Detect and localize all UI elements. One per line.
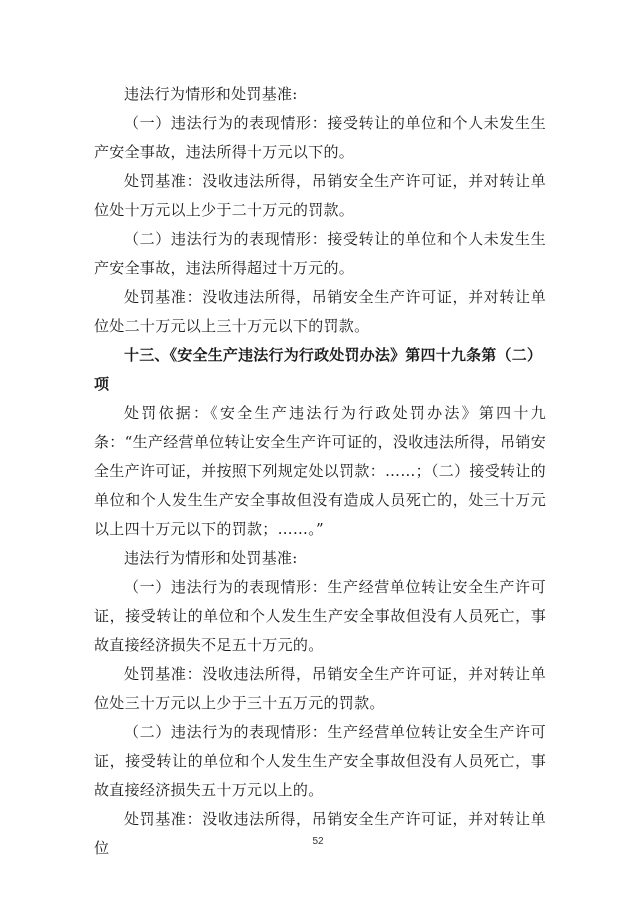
paragraph-penalty-1: 处罚基准：没收违法所得，吊销安全生产许可证，并对转让单位处十万元以上少于二十万元的罚款。 <box>94 172 546 219</box>
section-heading-13: 十三、《安全生产违法行为行政处罚办法》第四十九条第（二）项 <box>94 346 543 393</box>
paragraph-case-4: （二）违法行为的表现情形：生产经营单位转让安全生产许可证，接受转让的单位和个人发生生产安全事故但没有人员死亡，事故直接经济损失五十万元以上的。 <box>94 723 546 799</box>
paragraph-penalty-2: 处罚基准：没收违法所得，吊销安全生产许可证，并对转让单位处二十万元以上三十万元以下的罚款。 <box>94 288 546 335</box>
paragraph-case-2: （二）违法行为的表现情形：接受转让的单位和个人未发生生产安全事故，违法所得超过十万元的。 <box>94 230 546 277</box>
page-number: 52 <box>312 836 324 847</box>
paragraph-criteria-intro-2: 违法行为情形和处罚基准: <box>124 549 298 567</box>
paragraph-legal-basis: 处罚依据：《安全生产违法行为行政处罚办法》第四十九条：“生产经营单位转让安全生产许可证的，没收违法所得，吊销安全生产许可证，并按照下列规定处以罚款：……；（二）接受转让的单位和个人发生生产安全事故但没有造成人员死亡的，处三十万元以上四十万元以下的罚款；……。” <box>94 404 546 538</box>
paragraph-penalty-4: 处罚基准：没收违法所得，吊销安全生产许可证，并对转让单位 <box>94 810 546 857</box>
paragraph-criteria-intro-1: 违法行为情形和处罚基准: <box>124 85 298 103</box>
paragraph-case-3: （一）违法行为的表现情形：生产经营单位转让安全生产许可证，接受转让的单位和个人发生生产安全事故但没有人员死亡，事故直接经济损失不足五十万元的。 <box>94 578 546 654</box>
paragraph-case-1: （一）违法行为的表现情形：接受转让的单位和个人未发生生产安全事故，违法所得十万元以下的。 <box>94 114 546 161</box>
paragraph-penalty-3: 处罚基准：没收违法所得，吊销安全生产许可证，并对转让单位处三十万元以上少于三十五万元的罚款。 <box>94 665 546 712</box>
page-body <box>94 80 546 863</box>
